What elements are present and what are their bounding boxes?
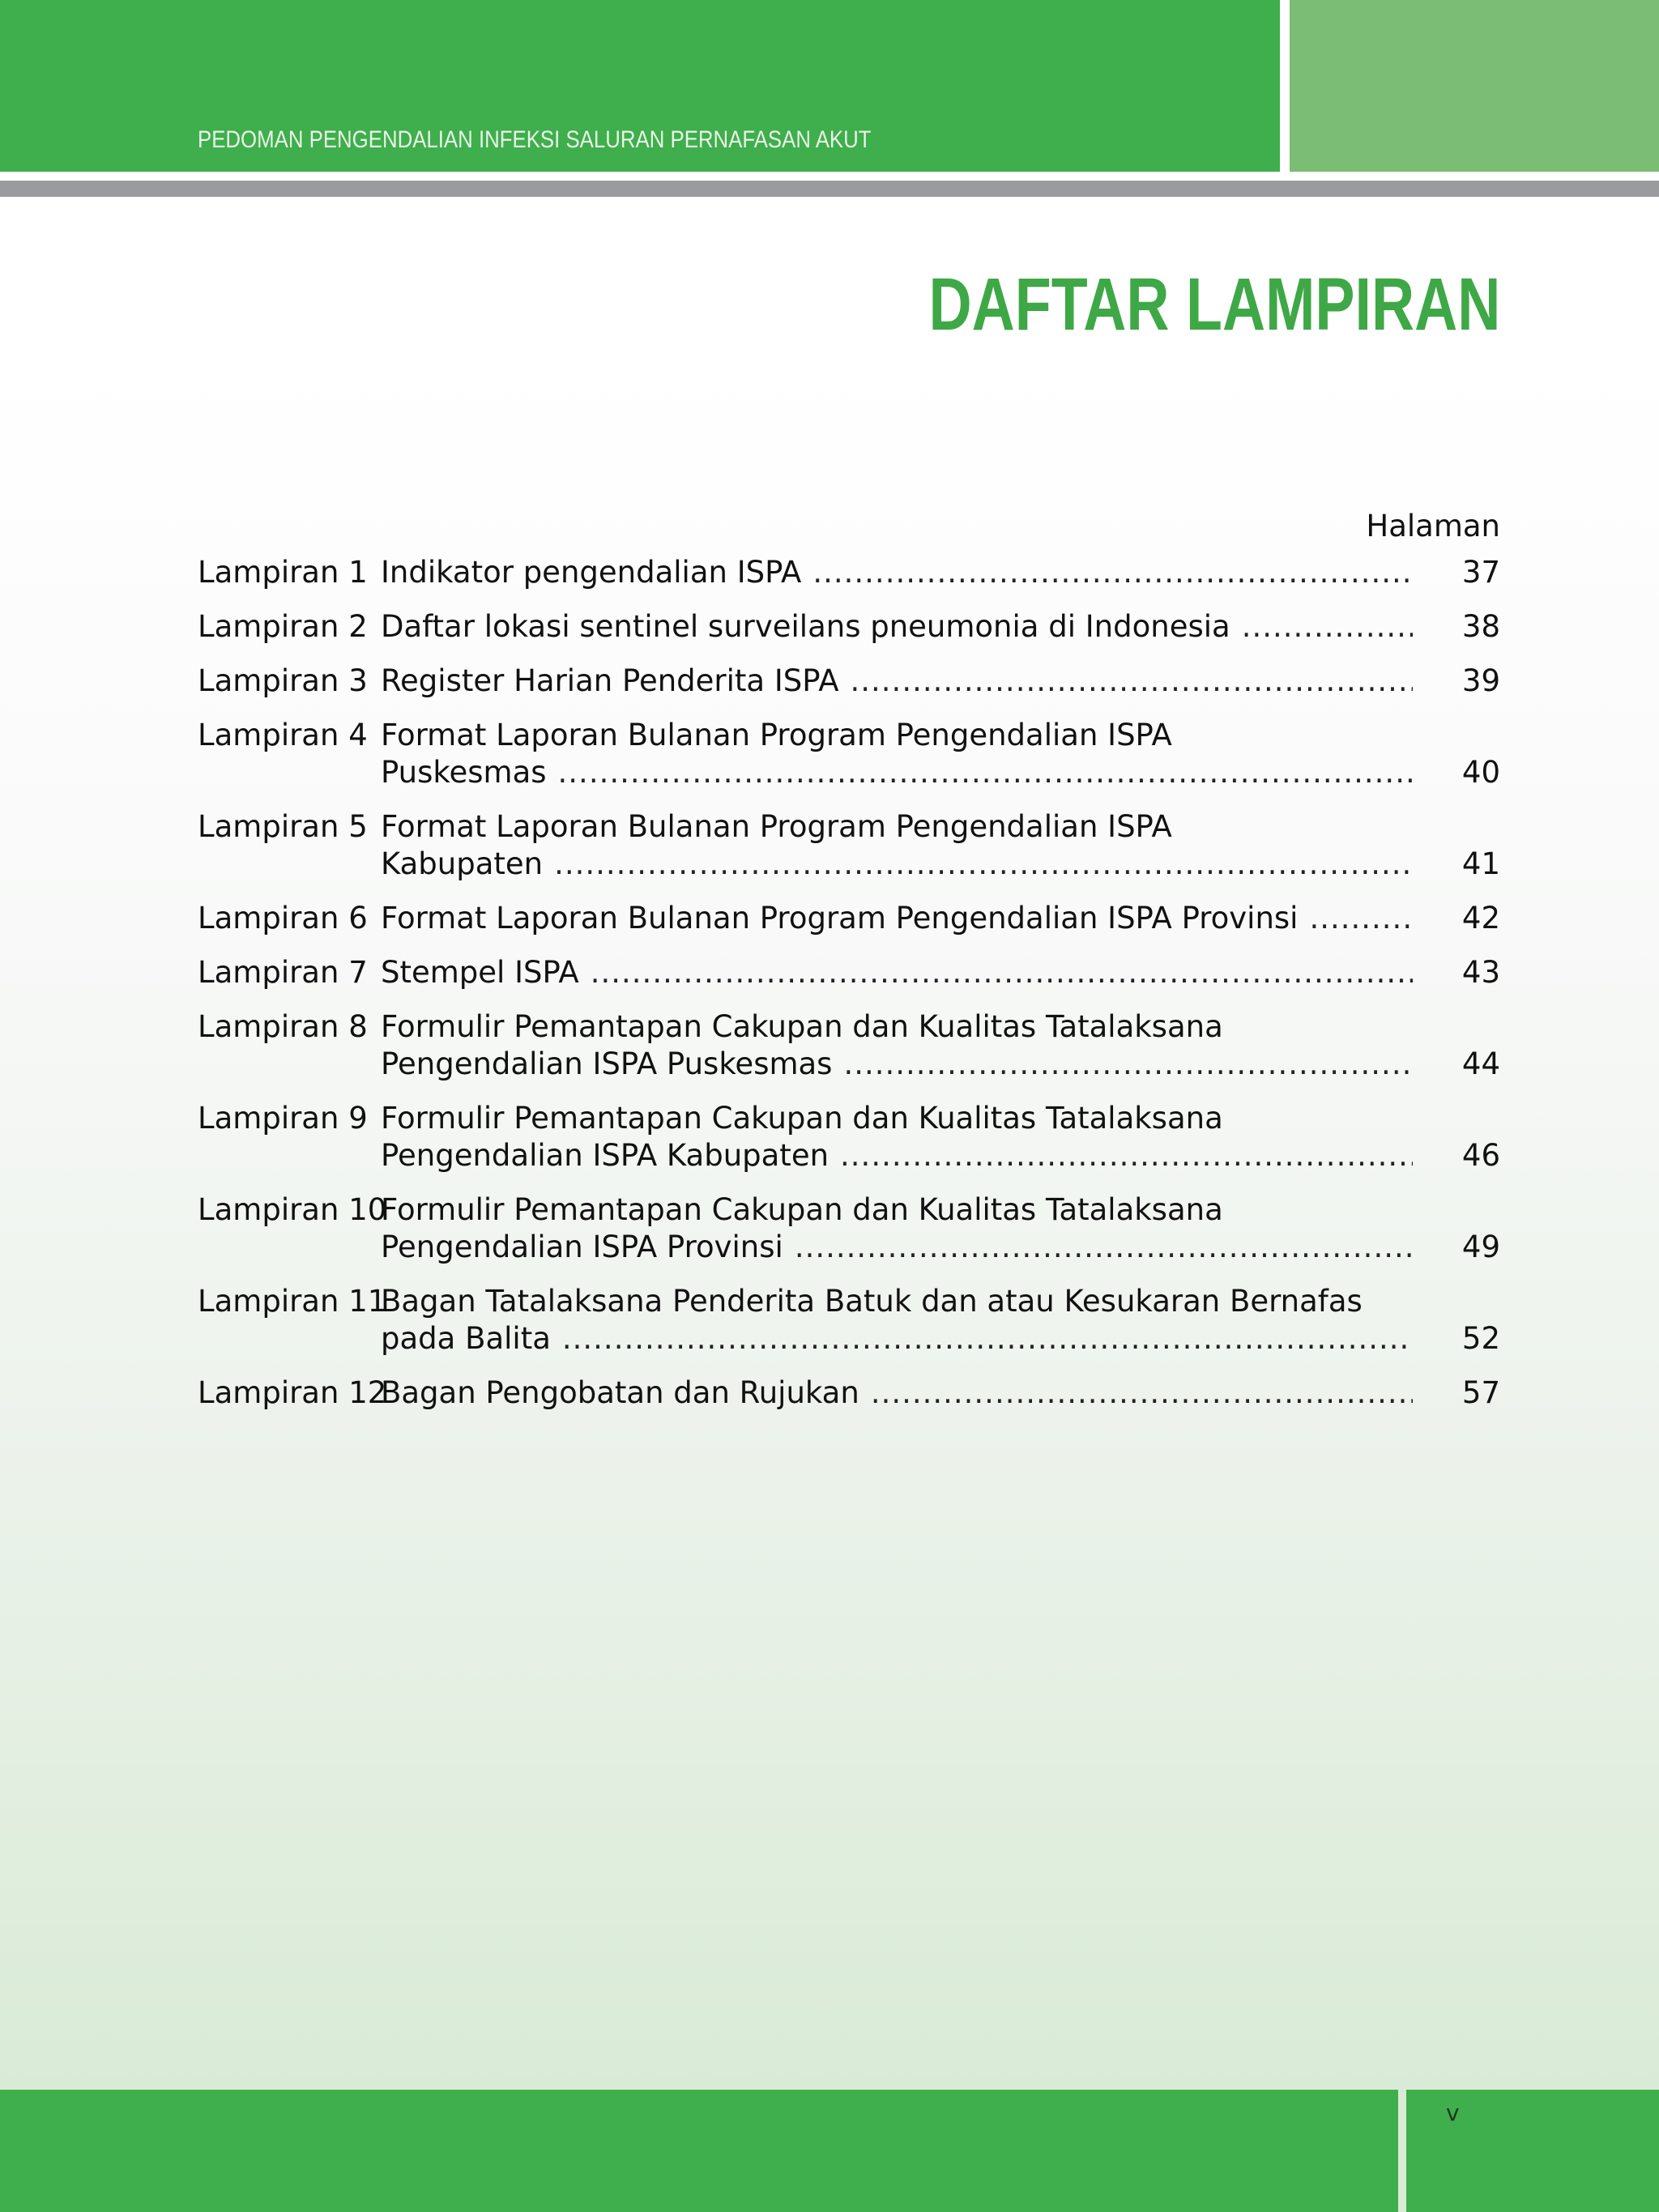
appendix-body bbox=[381, 1283, 1500, 1357]
appendix-label: Lampiran 3 bbox=[198, 663, 368, 698]
appendix-body bbox=[381, 900, 1500, 937]
appendix-title: Format Laporan Bulanan Program Pengendalian ISPA bbox=[381, 718, 1172, 752]
appendix-title: Daftar lokasi sentinel surveilans pneumonia di Indonesia bbox=[381, 609, 1230, 644]
appendix-label: Lampiran 4 bbox=[198, 718, 368, 752]
footer-green-band bbox=[0, 2090, 1398, 2212]
appendix-title: Bagan Tatalaksana Penderita Batuk dan atau Kesukaran Bernafas bbox=[381, 1284, 1363, 1319]
appendix-entry[interactable] bbox=[198, 1191, 1500, 1266]
appendix-label: Lampiran 10 bbox=[198, 1192, 387, 1227]
appendix-title: Formulir Pemantapan Cakupan dan Kualitas Tatalaksana bbox=[381, 1009, 1223, 1044]
appendix-label: Lampiran 2 bbox=[198, 609, 368, 644]
appendix-title-continuation: Puskesmas bbox=[381, 755, 547, 790]
appendix-title: Formulir Pemantapan Cakupan dan Kualitas Tatalaksana bbox=[381, 1101, 1223, 1136]
appendix-title: Format Laporan Bulanan Program Pengendalian ISPA bbox=[381, 809, 1172, 844]
appendix-body bbox=[381, 1008, 1500, 1083]
appendix-page-number: 46 bbox=[1461, 1138, 1500, 1173]
dot-leader bbox=[1309, 900, 1413, 937]
running-header-title: PEDOMAN PENGENDALIAN INFEKSI SALURAN PERNAFASAN AKUT bbox=[198, 126, 872, 153]
appendix-page-number: 37 bbox=[1461, 555, 1500, 590]
dot-leader bbox=[812, 554, 1413, 591]
dot-leader bbox=[562, 1320, 1413, 1357]
dot-leader bbox=[554, 846, 1413, 883]
page-column-header: Halaman bbox=[1366, 509, 1500, 543]
appendix-body bbox=[381, 608, 1500, 646]
appendix-entry[interactable] bbox=[198, 900, 1500, 937]
appendix-title: Stempel ISPA bbox=[381, 955, 579, 990]
appendix-label: Lampiran 1 bbox=[198, 555, 368, 590]
appendix-entry[interactable] bbox=[198, 1008, 1500, 1083]
appendix-page-number: 41 bbox=[1461, 846, 1500, 881]
appendix-body bbox=[381, 663, 1500, 700]
appendix-body bbox=[381, 717, 1500, 791]
appendix-body bbox=[381, 1375, 1500, 1412]
appendix-page-number: 40 bbox=[1461, 755, 1500, 790]
appendix-title: Bagan Pengobatan dan Rujukan bbox=[381, 1375, 859, 1410]
appendix-label: Lampiran 5 bbox=[198, 809, 368, 844]
appendix-page-number: 39 bbox=[1461, 663, 1500, 698]
appendix-title-continuation: pada Balita bbox=[381, 1321, 551, 1356]
appendix-body bbox=[381, 808, 1500, 883]
appendix-entry[interactable] bbox=[198, 954, 1500, 991]
dot-leader bbox=[591, 954, 1413, 991]
appendix-title-continuation: Pengendalian ISPA Puskesmas bbox=[381, 1046, 833, 1081]
appendix-entry[interactable] bbox=[198, 554, 1500, 591]
dot-leader bbox=[851, 663, 1413, 700]
dot-leader bbox=[558, 754, 1413, 791]
appendix-title-continuation: Pengendalian ISPA Kabupaten bbox=[381, 1138, 830, 1173]
appendix-entry[interactable] bbox=[198, 808, 1500, 883]
appendix-page-number: 42 bbox=[1461, 901, 1500, 936]
appendix-title: Indikator pengendalian ISPA bbox=[381, 555, 802, 590]
appendix-title: Register Harian Penderita ISPA bbox=[381, 663, 839, 698]
appendix-body bbox=[381, 554, 1500, 591]
appendix-entry[interactable] bbox=[198, 717, 1500, 791]
dot-leader bbox=[871, 1375, 1413, 1412]
header-light-green-block bbox=[1290, 0, 1659, 172]
appendix-label: Lampiran 8 bbox=[198, 1009, 368, 1044]
header-gray-divider bbox=[0, 181, 1659, 197]
dot-leader bbox=[1242, 608, 1413, 646]
appendix-entry[interactable] bbox=[198, 1375, 1500, 1412]
dot-leader bbox=[795, 1229, 1413, 1266]
appendix-page-number: 52 bbox=[1461, 1321, 1500, 1356]
appendix-page-number: 43 bbox=[1461, 955, 1500, 990]
appendix-body bbox=[381, 954, 1500, 991]
appendix-entry[interactable] bbox=[198, 663, 1500, 700]
appendix-page-number: 49 bbox=[1461, 1230, 1500, 1264]
appendix-page-number: 44 bbox=[1461, 1046, 1500, 1081]
appendix-title-continuation: Pengendalian ISPA Provinsi bbox=[381, 1230, 783, 1264]
appendix-page-number: 57 bbox=[1461, 1375, 1500, 1410]
appendix-label: Lampiran 7 bbox=[198, 955, 368, 990]
appendix-title: Format Laporan Bulanan Program Pengendalian ISPA Provinsi bbox=[381, 901, 1299, 936]
appendix-title-continuation: Kabupaten bbox=[381, 846, 544, 881]
appendix-title: Formulir Pemantapan Cakupan dan Kualitas Tatalaksana bbox=[381, 1192, 1223, 1227]
appendix-body bbox=[381, 1191, 1500, 1266]
appendix-label: Lampiran 12 bbox=[198, 1375, 387, 1410]
appendix-label: Lampiran 11 bbox=[198, 1284, 387, 1319]
page-number: v bbox=[1446, 2099, 1460, 2126]
appendix-entry[interactable] bbox=[198, 608, 1500, 646]
appendix-label: Lampiran 6 bbox=[198, 901, 368, 936]
appendix-body bbox=[381, 1100, 1500, 1174]
appendix-entry[interactable] bbox=[198, 1283, 1500, 1357]
dot-leader bbox=[843, 1046, 1413, 1083]
dot-leader bbox=[840, 1137, 1413, 1174]
footer-green-block bbox=[1406, 2090, 1659, 2212]
appendix-page-number: 38 bbox=[1461, 609, 1500, 644]
appendix-label: Lampiran 9 bbox=[198, 1101, 368, 1136]
page-title: DAFTAR LAMPIRAN bbox=[928, 263, 1500, 346]
appendix-entry[interactable] bbox=[198, 1100, 1500, 1174]
appendix-list bbox=[198, 554, 1500, 1429]
